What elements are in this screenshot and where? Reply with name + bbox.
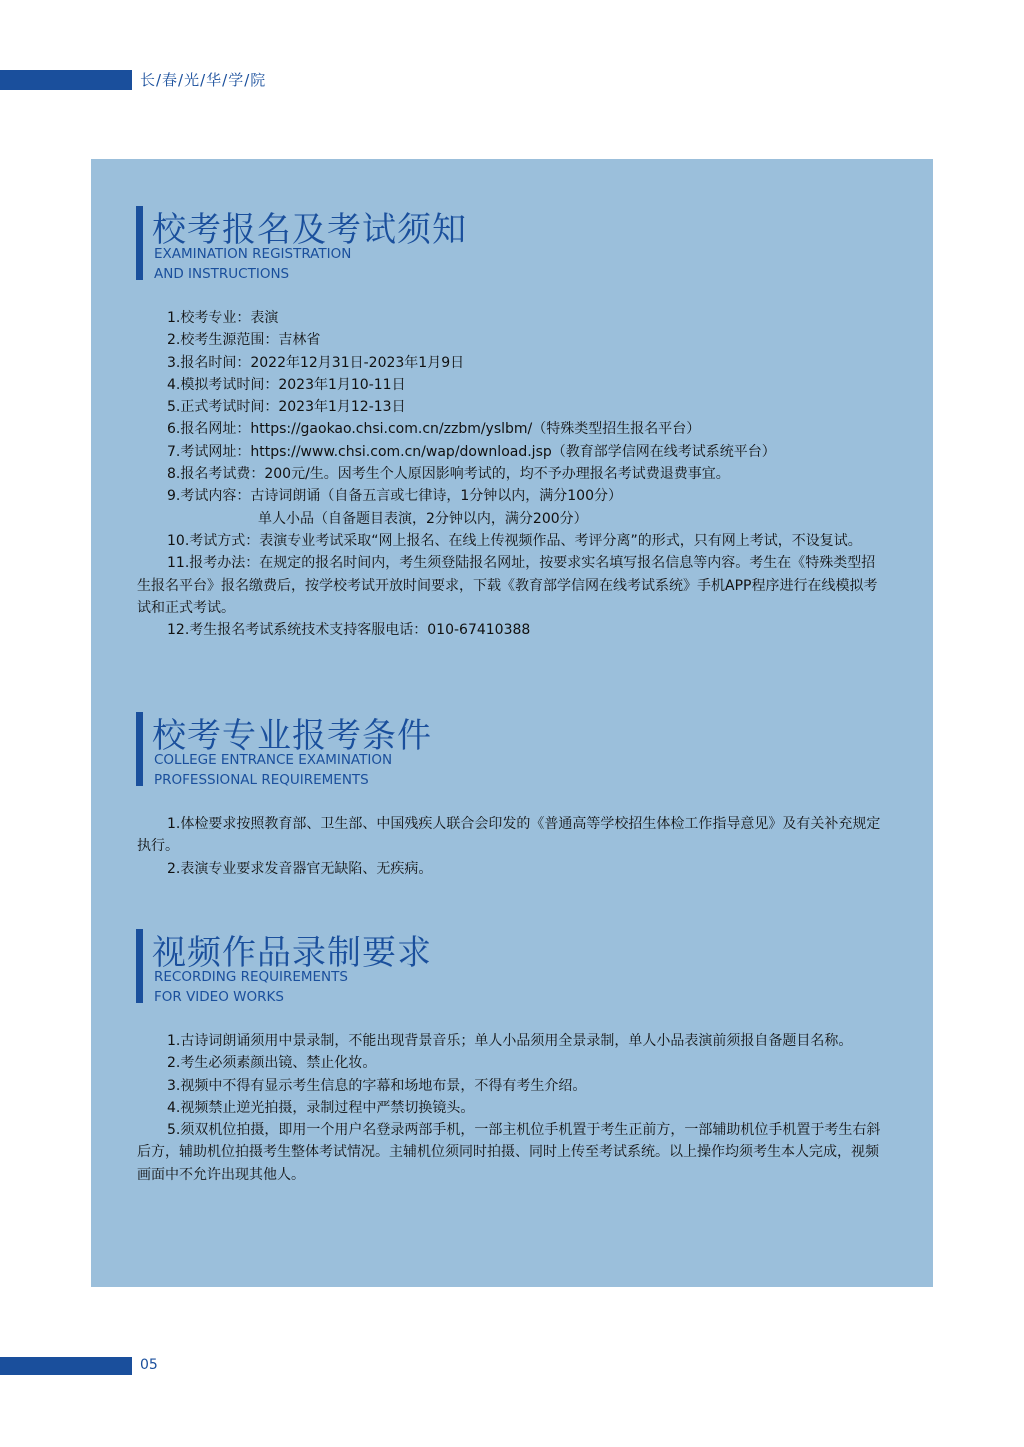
- content-panel: [91, 159, 933, 1287]
- section-title: 校考专业报考条件: [152, 716, 432, 756]
- info-line: 12.考生报名考试系统技术支持客服电话：010-67410388: [167, 622, 531, 639]
- info-line: 11.报考办法：在规定的报名时间内，考生须登陆报名网址，按要求实名填写报名信息等内容。考生在《特殊类型招生报名平台》报名缴费后，按学校考试开放时间要求，下载《教育部学信网在线考试系统》手机APP程序进行在线模拟考试和正式考试。: [137, 555, 878, 616]
- section-accent-bar: [136, 206, 143, 280]
- info-line: 5.正式考试时间：2023年1月12-13日: [167, 399, 406, 416]
- section-subtitle-en: AND INSTRUCTIONS: [154, 266, 290, 282]
- info-line: 1.校考专业：表演: [167, 310, 279, 326]
- info-line: 6.报名网址：https://gaokao.chsi.com.cn/zzbm/yslbm/（特殊类型招生报名平台）: [167, 421, 701, 438]
- section-accent-bar: [136, 712, 143, 786]
- info-line: 2.考生必须素颜出镜、禁止化妆。: [167, 1055, 377, 1072]
- info-line: 4.视频禁止逆光拍摄，录制过程中严禁切换镜头。: [167, 1099, 475, 1116]
- section-accent-bar: [136, 929, 143, 1003]
- info-line: 5.须双机位拍摄，即用一个用户名登录两部手机，一部主机位手机置于考生正前方，一部辅助机位手机置于考生右斜后方，辅助机位拍摄考生整体考试情况。主辅机位须同时拍摄、同时上传至考试系统。以上操作均须考生本人完成，视频画面中不允许出现其他人。: [137, 1122, 881, 1183]
- section-subtitle-en: PROFESSIONAL REQUIREMENTS: [154, 772, 369, 788]
- info-line: 3.报名时间：2022年12月31日-2023年1月9日: [167, 354, 465, 371]
- section-subtitle-en: FOR VIDEO WORKS: [154, 989, 284, 1005]
- info-line: 8.报名考试费：200元/生。因考生个人原因影响考试的，均不予办理报名考试费退费事宜。: [167, 466, 730, 483]
- info-line: 3.视频中不得有显示考生信息的字幕和场地布景，不得有考生介绍。: [167, 1077, 587, 1094]
- info-line: 7.考试网址：https://www.chsi.com.cn/wap/download.jsp（教育部学信网在线考试系统平台）: [167, 443, 776, 460]
- info-line: 单人小品（自备题目表演，2分钟以内，满分200分）: [258, 510, 588, 527]
- info-line: 1.古诗词朗诵须用中景录制，不能出现背景音乐；单人小品须用全景录制，单人小品表演前须报自备题目名称。: [167, 1033, 853, 1049]
- info-line: 2.校考生源范围：吉林省: [167, 332, 321, 349]
- section-video-body: [137, 1030, 889, 1186]
- info-line: 4.模拟考试时间：2023年1月10-11日: [167, 376, 406, 393]
- section-subtitle-en: COLLEGE ENTRANCE EXAMINATION: [154, 752, 393, 768]
- footer-accent-bar: [0, 1357, 132, 1375]
- section-subtitle-en: EXAMINATION REGISTRATION: [154, 246, 352, 262]
- page-number: 05: [140, 1357, 158, 1373]
- section-subtitle-en: RECORDING REQUIREMENTS: [154, 969, 348, 985]
- header-accent-bar: [0, 70, 132, 90]
- section-title: 视频作品录制要求: [152, 933, 432, 973]
- info-line: 1.体检要求按照教育部、卫生部、中国残疾人联合会印发的《普通高等学校招生体检工作指导意见》及有关补充规定执行。: [137, 816, 881, 855]
- school-name: 长/春/光/华/学/院: [140, 71, 267, 89]
- section-registration-body: [137, 307, 889, 641]
- info-line: 9.考试内容：古诗词朗诵（自备五言或七律诗，1分钟以内，满分100分）: [167, 488, 622, 505]
- section-title: 校考报名及考试须知: [152, 210, 467, 250]
- section-requirements-body: [137, 813, 889, 880]
- info-line: 2.表演专业要求发音器官无缺陷、无疾病。: [167, 860, 433, 877]
- info-line: 10.考试方式：表演专业考试采取“网上报名、在线上传视频作品、考评分离”的形式，只有网上考试，不设复试。: [167, 532, 862, 549]
